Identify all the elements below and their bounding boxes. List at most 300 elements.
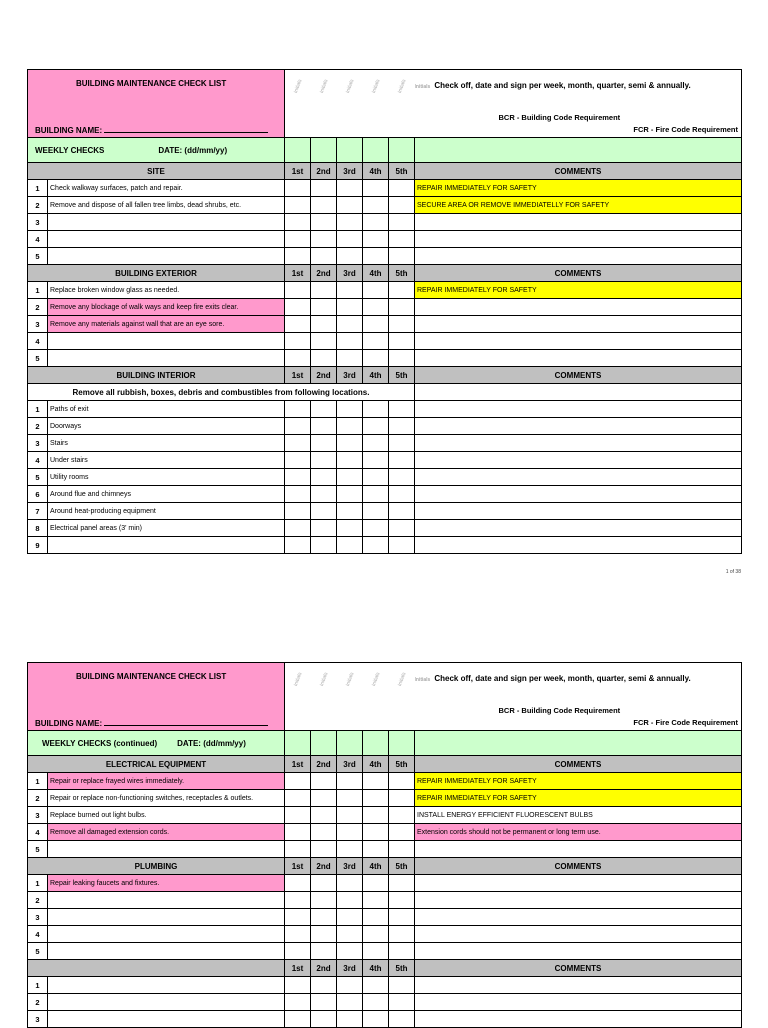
task-text: Utility rooms bbox=[48, 469, 285, 486]
check-cell[interactable] bbox=[363, 214, 389, 231]
check-cell[interactable] bbox=[389, 469, 415, 486]
check-cell[interactable] bbox=[311, 282, 337, 299]
check-cell[interactable] bbox=[363, 469, 389, 486]
check-cell[interactable] bbox=[311, 316, 337, 333]
initials-column-5 bbox=[389, 70, 415, 138]
check-cell[interactable] bbox=[363, 503, 389, 520]
date-label: DATE: (dd/mm/yy) bbox=[158, 145, 228, 155]
check-cell[interactable] bbox=[389, 773, 415, 790]
weekly-checks-label: WEEKLY CHECKS bbox=[35, 145, 105, 155]
check-cell[interactable] bbox=[389, 350, 415, 367]
date-cell[interactable] bbox=[337, 731, 363, 756]
comment-cell[interactable] bbox=[415, 892, 742, 909]
check-cell[interactable] bbox=[363, 1011, 389, 1028]
comment-cell[interactable] bbox=[415, 486, 742, 503]
date-cell[interactable] bbox=[389, 731, 415, 756]
row-number: 3 bbox=[28, 435, 48, 452]
col-1st: 1st bbox=[285, 367, 311, 384]
check-cell[interactable] bbox=[389, 418, 415, 435]
row-number: 1 bbox=[28, 773, 48, 790]
check-cell[interactable] bbox=[363, 452, 389, 469]
check-cell[interactable] bbox=[363, 790, 389, 807]
comment-cell[interactable] bbox=[415, 316, 742, 333]
comment-cell[interactable] bbox=[415, 231, 742, 248]
check-cell[interactable] bbox=[389, 282, 415, 299]
comment-cell[interactable] bbox=[415, 435, 742, 452]
comment-cell[interactable] bbox=[415, 943, 742, 960]
check-cell[interactable] bbox=[337, 333, 363, 350]
comment-cell[interactable] bbox=[415, 214, 742, 231]
row-number: 8 bbox=[28, 520, 48, 537]
checklist-title: BUILDING MAINTENANCE CHECK LIST bbox=[76, 79, 227, 88]
section-title bbox=[28, 960, 285, 977]
check-cell[interactable] bbox=[285, 350, 311, 367]
comment-cell[interactable] bbox=[415, 875, 742, 892]
check-cell[interactable] bbox=[337, 537, 363, 554]
check-cell[interactable] bbox=[389, 537, 415, 554]
check-cell[interactable] bbox=[389, 926, 415, 943]
check-cell[interactable] bbox=[337, 316, 363, 333]
check-cell[interactable] bbox=[337, 452, 363, 469]
check-cell[interactable] bbox=[363, 909, 389, 926]
task-text[interactable] bbox=[48, 926, 285, 943]
check-cell[interactable] bbox=[363, 418, 389, 435]
check-cell[interactable] bbox=[285, 197, 311, 214]
check-cell[interactable] bbox=[337, 807, 363, 824]
check-cell[interactable] bbox=[285, 926, 311, 943]
comment-cell[interactable] bbox=[415, 520, 742, 537]
date-cell[interactable] bbox=[363, 138, 389, 163]
table-row bbox=[28, 841, 742, 858]
check-cell[interactable] bbox=[285, 773, 311, 790]
check-cell[interactable] bbox=[363, 892, 389, 909]
check-cell[interactable] bbox=[285, 452, 311, 469]
header-block bbox=[28, 663, 285, 731]
task-text: Paths of exit bbox=[48, 401, 285, 418]
check-cell[interactable] bbox=[311, 520, 337, 537]
check-cell[interactable] bbox=[337, 790, 363, 807]
check-cell[interactable] bbox=[285, 909, 311, 926]
col-1st: 1st bbox=[285, 265, 311, 282]
comment-cell[interactable] bbox=[415, 469, 742, 486]
check-cell[interactable] bbox=[363, 773, 389, 790]
check-cell[interactable] bbox=[337, 520, 363, 537]
row-number: 1 bbox=[28, 282, 48, 299]
check-cell[interactable] bbox=[311, 435, 337, 452]
check-cell[interactable] bbox=[311, 790, 337, 807]
check-cell[interactable] bbox=[363, 350, 389, 367]
comment-cell[interactable] bbox=[415, 977, 742, 994]
check-cell[interactable] bbox=[285, 875, 311, 892]
section-header-electrical-equipment bbox=[28, 756, 742, 773]
check-cell[interactable] bbox=[337, 1011, 363, 1028]
check-cell[interactable] bbox=[337, 503, 363, 520]
task-text[interactable] bbox=[48, 909, 285, 926]
checklist-title: BUILDING MAINTENANCE CHECK LIST bbox=[76, 672, 227, 681]
check-cell[interactable] bbox=[285, 790, 311, 807]
check-cell[interactable] bbox=[363, 316, 389, 333]
row-number: 4 bbox=[28, 926, 48, 943]
check-cell[interactable] bbox=[285, 807, 311, 824]
row-number: 5 bbox=[28, 943, 48, 960]
check-cell[interactable] bbox=[311, 299, 337, 316]
check-cell[interactable] bbox=[389, 824, 415, 841]
check-cell[interactable] bbox=[285, 892, 311, 909]
check-cell[interactable] bbox=[311, 926, 337, 943]
col-4th: 4th bbox=[363, 163, 389, 180]
check-cell[interactable] bbox=[337, 282, 363, 299]
task-text: Repair or replace frayed wires immediately. bbox=[48, 773, 285, 790]
task-text[interactable] bbox=[48, 350, 285, 367]
check-cell[interactable] bbox=[311, 452, 337, 469]
check-cell[interactable] bbox=[389, 197, 415, 214]
check-cell[interactable] bbox=[337, 231, 363, 248]
comment-cell[interactable] bbox=[415, 994, 742, 1011]
section-title: BUILDING INTERIOR bbox=[28, 367, 285, 384]
check-cell[interactable] bbox=[311, 469, 337, 486]
check-cell[interactable] bbox=[285, 435, 311, 452]
check-cell[interactable] bbox=[389, 452, 415, 469]
col-comments: COMMENTS bbox=[415, 163, 742, 180]
header-block bbox=[28, 70, 285, 138]
check-cell[interactable] bbox=[389, 807, 415, 824]
comment-cell[interactable] bbox=[415, 350, 742, 367]
check-cell[interactable] bbox=[285, 248, 311, 265]
table-row bbox=[28, 248, 742, 265]
check-cell[interactable] bbox=[311, 841, 337, 858]
task-text[interactable] bbox=[48, 977, 285, 994]
check-cell[interactable] bbox=[389, 180, 415, 197]
col-comments: COMMENTS bbox=[415, 858, 742, 875]
check-off-note: Check off, date and sign per week, month, quarter, semi & annually. bbox=[434, 674, 691, 683]
check-cell[interactable] bbox=[337, 824, 363, 841]
row-number: 3 bbox=[28, 807, 48, 824]
row-number: 2 bbox=[28, 197, 48, 214]
check-cell[interactable] bbox=[337, 248, 363, 265]
check-cell[interactable] bbox=[337, 841, 363, 858]
comment-cell[interactable] bbox=[415, 299, 742, 316]
check-cell[interactable] bbox=[311, 537, 337, 554]
check-cell[interactable] bbox=[285, 943, 311, 960]
check-cell[interactable] bbox=[389, 248, 415, 265]
task-text[interactable] bbox=[48, 1011, 285, 1028]
check-cell[interactable] bbox=[363, 197, 389, 214]
check-cell[interactable] bbox=[285, 520, 311, 537]
check-cell[interactable] bbox=[311, 214, 337, 231]
check-cell[interactable] bbox=[311, 333, 337, 350]
check-cell[interactable] bbox=[311, 350, 337, 367]
check-cell[interactable] bbox=[311, 824, 337, 841]
check-cell[interactable] bbox=[285, 316, 311, 333]
check-cell[interactable] bbox=[363, 875, 389, 892]
check-cell[interactable] bbox=[285, 486, 311, 503]
check-cell[interactable] bbox=[363, 520, 389, 537]
check-cell[interactable] bbox=[311, 503, 337, 520]
check-cell[interactable] bbox=[311, 197, 337, 214]
comment-cell[interactable] bbox=[415, 452, 742, 469]
check-cell[interactable] bbox=[311, 977, 337, 994]
task-text[interactable] bbox=[48, 841, 285, 858]
comment-cell[interactable] bbox=[415, 333, 742, 350]
initials-column-2 bbox=[311, 663, 337, 731]
row-number: 6 bbox=[28, 486, 48, 503]
check-cell[interactable] bbox=[389, 943, 415, 960]
building-name-field[interactable] bbox=[104, 124, 268, 133]
check-cell[interactable] bbox=[389, 520, 415, 537]
check-cell[interactable] bbox=[363, 435, 389, 452]
row-number: 4 bbox=[28, 824, 48, 841]
check-cell[interactable] bbox=[363, 299, 389, 316]
check-cell[interactable] bbox=[285, 537, 311, 554]
task-text: Doorways bbox=[48, 418, 285, 435]
date-cell[interactable] bbox=[285, 138, 311, 163]
check-cell[interactable] bbox=[363, 824, 389, 841]
row-number: 4 bbox=[28, 452, 48, 469]
check-cell[interactable] bbox=[389, 994, 415, 1011]
task-text[interactable] bbox=[48, 231, 285, 248]
check-cell[interactable] bbox=[285, 231, 311, 248]
task-text[interactable] bbox=[48, 537, 285, 554]
row-number: 2 bbox=[28, 299, 48, 316]
initials-label: Initials bbox=[344, 78, 355, 95]
check-cell[interactable] bbox=[285, 299, 311, 316]
check-cell[interactable] bbox=[311, 231, 337, 248]
table-row bbox=[28, 435, 742, 452]
building-name-field[interactable] bbox=[104, 717, 268, 726]
check-cell[interactable] bbox=[363, 807, 389, 824]
row-number: 4 bbox=[28, 333, 48, 350]
comment-cell[interactable] bbox=[415, 418, 742, 435]
date-cell[interactable] bbox=[311, 138, 337, 163]
building-name-label: BUILDING NAME: bbox=[35, 126, 103, 135]
table-row bbox=[28, 333, 742, 350]
check-cell[interactable] bbox=[389, 892, 415, 909]
col-comments: COMMENTS bbox=[415, 756, 742, 773]
date-cell[interactable] bbox=[337, 138, 363, 163]
check-cell[interactable] bbox=[337, 892, 363, 909]
building-name-label: BUILDING NAME: bbox=[35, 719, 103, 728]
check-cell[interactable] bbox=[311, 248, 337, 265]
check-cell[interactable] bbox=[363, 977, 389, 994]
check-cell[interactable] bbox=[311, 180, 337, 197]
task-text: Remove and dispose of all fallen tree limbs, dead shrubs, etc. bbox=[48, 197, 285, 214]
col-3rd: 3rd bbox=[337, 367, 363, 384]
date-label: DATE: (dd/mm/yy) bbox=[177, 738, 246, 748]
row-number: 5 bbox=[28, 248, 48, 265]
check-cell[interactable] bbox=[363, 248, 389, 265]
check-cell[interactable] bbox=[337, 909, 363, 926]
comment-cell[interactable] bbox=[415, 248, 742, 265]
comment-cell[interactable] bbox=[415, 1011, 742, 1028]
initials-column-3 bbox=[337, 663, 363, 731]
col-comments: COMMENTS bbox=[415, 265, 742, 282]
col-comments: COMMENTS bbox=[415, 960, 742, 977]
row-number: 4 bbox=[28, 231, 48, 248]
check-cell[interactable] bbox=[285, 282, 311, 299]
col-4th: 4th bbox=[363, 265, 389, 282]
check-cell[interactable] bbox=[285, 977, 311, 994]
check-cell[interactable] bbox=[389, 841, 415, 858]
table-row bbox=[28, 807, 742, 824]
check-cell[interactable] bbox=[285, 401, 311, 418]
comment-cell: REPAIR IMMEDIATELY FOR SAFETY bbox=[415, 790, 742, 807]
check-cell[interactable] bbox=[363, 943, 389, 960]
check-cell[interactable] bbox=[311, 773, 337, 790]
col-1st: 1st bbox=[285, 163, 311, 180]
comment-cell[interactable] bbox=[415, 401, 742, 418]
check-cell[interactable] bbox=[389, 503, 415, 520]
check-cell[interactable] bbox=[311, 875, 337, 892]
check-cell[interactable] bbox=[363, 994, 389, 1011]
check-cell[interactable] bbox=[285, 841, 311, 858]
check-cell[interactable] bbox=[311, 1011, 337, 1028]
table-row bbox=[28, 892, 742, 909]
check-cell[interactable] bbox=[363, 486, 389, 503]
table-row bbox=[28, 418, 742, 435]
check-cell[interactable] bbox=[363, 333, 389, 350]
check-cell[interactable] bbox=[311, 418, 337, 435]
check-cell[interactable] bbox=[337, 469, 363, 486]
check-cell[interactable] bbox=[311, 807, 337, 824]
weekly-checks-row bbox=[28, 138, 742, 163]
col-2nd: 2nd bbox=[311, 960, 337, 977]
check-cell[interactable] bbox=[389, 299, 415, 316]
check-cell[interactable] bbox=[337, 977, 363, 994]
check-cell[interactable] bbox=[363, 537, 389, 554]
check-cell[interactable] bbox=[337, 943, 363, 960]
initials-label: Initials bbox=[414, 84, 431, 90]
section-header-untitled bbox=[28, 960, 742, 977]
row-number: 5 bbox=[28, 469, 48, 486]
check-cell[interactable] bbox=[285, 503, 311, 520]
check-cell[interactable] bbox=[389, 231, 415, 248]
table-row bbox=[28, 231, 742, 248]
check-cell[interactable] bbox=[337, 418, 363, 435]
comment-cell[interactable] bbox=[415, 841, 742, 858]
check-cell[interactable] bbox=[337, 350, 363, 367]
row-number: 3 bbox=[28, 1011, 48, 1028]
check-cell[interactable] bbox=[389, 214, 415, 231]
check-cell[interactable] bbox=[285, 418, 311, 435]
check-cell[interactable] bbox=[285, 180, 311, 197]
interior-subtitle: Remove all rubbish, boxes, debris and combustibles from following locations. bbox=[28, 384, 415, 401]
comment-cell: REPAIR IMMEDIATELY FOR SAFETY bbox=[415, 773, 742, 790]
check-cell[interactable] bbox=[389, 977, 415, 994]
check-cell[interactable] bbox=[311, 909, 337, 926]
check-cell[interactable] bbox=[389, 909, 415, 926]
check-cell[interactable] bbox=[363, 926, 389, 943]
check-cell[interactable] bbox=[363, 180, 389, 197]
comment-cell[interactable] bbox=[415, 909, 742, 926]
col-2nd: 2nd bbox=[311, 756, 337, 773]
table-row bbox=[28, 824, 742, 841]
check-cell[interactable] bbox=[363, 401, 389, 418]
check-cell[interactable] bbox=[337, 197, 363, 214]
table-row bbox=[28, 180, 742, 197]
check-cell[interactable] bbox=[337, 180, 363, 197]
check-cell[interactable] bbox=[311, 486, 337, 503]
initials-column-1 bbox=[285, 663, 311, 731]
check-cell[interactable] bbox=[337, 486, 363, 503]
table-row bbox=[28, 401, 742, 418]
comment-cell[interactable] bbox=[415, 537, 742, 554]
check-cell[interactable] bbox=[285, 214, 311, 231]
check-cell[interactable] bbox=[311, 401, 337, 418]
comment-cell[interactable] bbox=[415, 926, 742, 943]
check-cell[interactable] bbox=[337, 875, 363, 892]
row-number: 2 bbox=[28, 892, 48, 909]
table-row bbox=[28, 299, 742, 316]
task-text[interactable] bbox=[48, 943, 285, 960]
check-cell[interactable] bbox=[337, 214, 363, 231]
check-cell[interactable] bbox=[389, 435, 415, 452]
task-text: Around flue and chimneys bbox=[48, 486, 285, 503]
task-text[interactable] bbox=[48, 214, 285, 231]
check-cell[interactable] bbox=[363, 282, 389, 299]
check-cell[interactable] bbox=[337, 435, 363, 452]
check-cell[interactable] bbox=[285, 333, 311, 350]
check-cell[interactable] bbox=[311, 892, 337, 909]
check-cell[interactable] bbox=[311, 994, 337, 1011]
initials-label: Initials bbox=[396, 78, 407, 95]
initials-column-2 bbox=[311, 70, 337, 138]
check-cell[interactable] bbox=[311, 943, 337, 960]
initials-label: Initials bbox=[318, 78, 329, 95]
table-row bbox=[28, 520, 742, 537]
checklist-table bbox=[27, 69, 742, 554]
check-cell[interactable] bbox=[389, 316, 415, 333]
col-1st: 1st bbox=[285, 858, 311, 875]
check-cell[interactable] bbox=[389, 790, 415, 807]
check-cell[interactable] bbox=[285, 994, 311, 1011]
task-text[interactable] bbox=[48, 892, 285, 909]
check-cell[interactable] bbox=[337, 401, 363, 418]
col-comments: COMMENTS bbox=[415, 367, 742, 384]
comment-cell[interactable] bbox=[415, 503, 742, 520]
row-number: 1 bbox=[28, 180, 48, 197]
check-cell[interactable] bbox=[285, 469, 311, 486]
col-5th: 5th bbox=[389, 163, 415, 180]
check-cell[interactable] bbox=[337, 299, 363, 316]
check-cell[interactable] bbox=[389, 1011, 415, 1028]
date-cell[interactable] bbox=[389, 138, 415, 163]
table-row bbox=[28, 926, 742, 943]
check-cell[interactable] bbox=[389, 486, 415, 503]
check-cell[interactable] bbox=[363, 231, 389, 248]
check-cell[interactable] bbox=[337, 994, 363, 1011]
checklist-sheet-page-1 bbox=[27, 69, 741, 554]
task-text[interactable] bbox=[48, 248, 285, 265]
table-row bbox=[28, 537, 742, 554]
check-cell[interactable] bbox=[389, 401, 415, 418]
date-cell[interactable] bbox=[285, 731, 311, 756]
check-cell[interactable] bbox=[337, 773, 363, 790]
check-cell[interactable] bbox=[337, 926, 363, 943]
check-cell[interactable] bbox=[389, 875, 415, 892]
check-cell[interactable] bbox=[285, 1011, 311, 1028]
date-cell[interactable] bbox=[363, 731, 389, 756]
task-text: Around heat-producing equipment bbox=[48, 503, 285, 520]
comment-cell: Extension cords should not be permanent or long term use. bbox=[415, 824, 742, 841]
row-number: 3 bbox=[28, 316, 48, 333]
check-cell[interactable] bbox=[389, 333, 415, 350]
check-cell[interactable] bbox=[363, 841, 389, 858]
task-text[interactable] bbox=[48, 333, 285, 350]
col-3rd: 3rd bbox=[337, 756, 363, 773]
check-cell[interactable] bbox=[285, 824, 311, 841]
date-cell[interactable] bbox=[311, 731, 337, 756]
task-text[interactable] bbox=[48, 994, 285, 1011]
